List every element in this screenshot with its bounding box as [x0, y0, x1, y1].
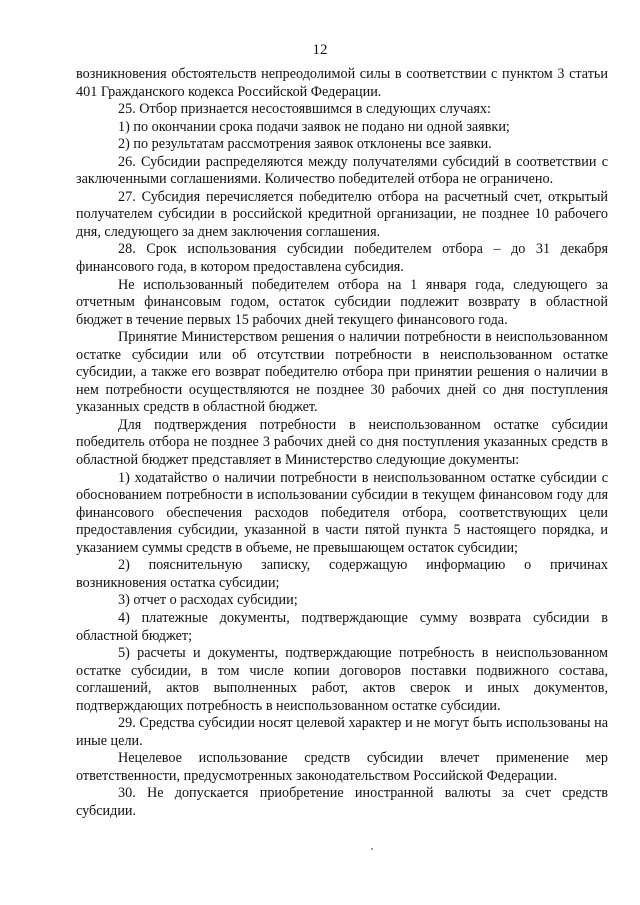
- paragraph-26: 26. Субсидии распределяются между получателями субсидий в соответствии с заключенными соглашениями. Количество победителей отбора не ограничено.: [76, 153, 608, 188]
- scan-speck: [371, 848, 373, 850]
- paragraph-28-unused-remainder: Не использованный победителем отбора на 1 января года, следующего за отчетным финансовым годом, остаток субсидии подлежит возврату в областной бюджет в течение первых 15 рабочих дней текущего финансового года.: [76, 276, 608, 328]
- paragraph-28-document-1: 1) ходатайство о наличии потребности в неиспользованном остатке субсидии с обоснованием потребности в использовании субсидии в текущем финансовом году для финансового обеспечения расходов победителя отбора, соответствующих цели предоставления субсидии, указанной в части пятой пункта 5 настоящего порядка, и указанием суммы средств в объеме, не превышающем остаток субсидии;: [76, 469, 608, 556]
- paragraph-28-document-3: 3) отчет о расходах субсидии;: [118, 592, 298, 609]
- paragraph-28-document-5: 5) расчеты и документы, подтверждающие потребность в неиспользованном остатке субсидии, в том числе копии договоров поставки подвижного состава, соглашений, актов выполненных работ, актов сверок и иных документов, подтверждающих потребность в неиспользованном остатке субсидии.: [76, 645, 608, 714]
- paragraph-27: 27. Субсидия перечисляется победителю отбора на расчетный счет, открытый получателем субсидии в российской кредитной организации, не позднее 10 рабочего дня, следующего за днем заключения соглашения.: [76, 188, 608, 240]
- paragraph-continuation: возникновения обстоятельств непреодолимой силы в соответствии с пунктом 3 статьи 401 Гражданского кодекса Российской Федерации.: [76, 66, 608, 100]
- paragraph-25: 25. Отбор признается несостоявшимся в следующих случаях:: [118, 101, 491, 118]
- paragraph-28-document-4: 4) платежные документы, подтверждающие сумму возврата субсидии в областной бюджет;: [76, 609, 608, 644]
- page-number: 12: [312, 42, 328, 58]
- paragraph-25-item-2: 2) по результатам рассмотрения заявок отклонены все заявки.: [118, 136, 492, 153]
- document-body: [76, 66, 608, 821]
- paragraph-28-confirmation: Для подтверждения потребности в неиспользованном остатке субсидии победитель отбора не позднее 3 рабочих дней со дня поступления указанных средств в областной бюджет представляет в Министерство следующие документы:: [76, 416, 608, 469]
- paragraph-30: 30. Не допускается приобретение иностранной валюты за счет средств субсидии.: [76, 785, 608, 819]
- paragraph-28: 28. Срок использования субсидии победителем отбора – до 31 декабря финансового года, в котором предоставлена субсидия.: [76, 241, 608, 276]
- paragraph-29-misuse: Нецелевое использование средств субсидии влечет применение мер ответственности, предусмотренных законодательством Российской Федерации.: [76, 750, 608, 784]
- paragraph-28-decision: Принятие Министерством решения о наличии потребности в неиспользованном остатке субсидии или об отсутствии потребности в неиспользованном остатке субсидии, а также его возврат победителю отбора при принятии решения о наличии в нем потребности осуществляются не позднее 30 рабочих дней со дня поступления указанных средств в областной бюджет.: [76, 329, 608, 416]
- paragraph-25-item-1: 1) по окончании срока подачи заявок не подано ни одной заявки;: [118, 118, 510, 135]
- paragraph-28-document-2: 2) пояснительную записку, содержащую информацию о причинах возникновения остатка субсидии;: [76, 557, 608, 591]
- paragraph-29: 29. Средства субсидии носят целевой характер и не могут быть использованы на иные цели.: [76, 715, 608, 749]
